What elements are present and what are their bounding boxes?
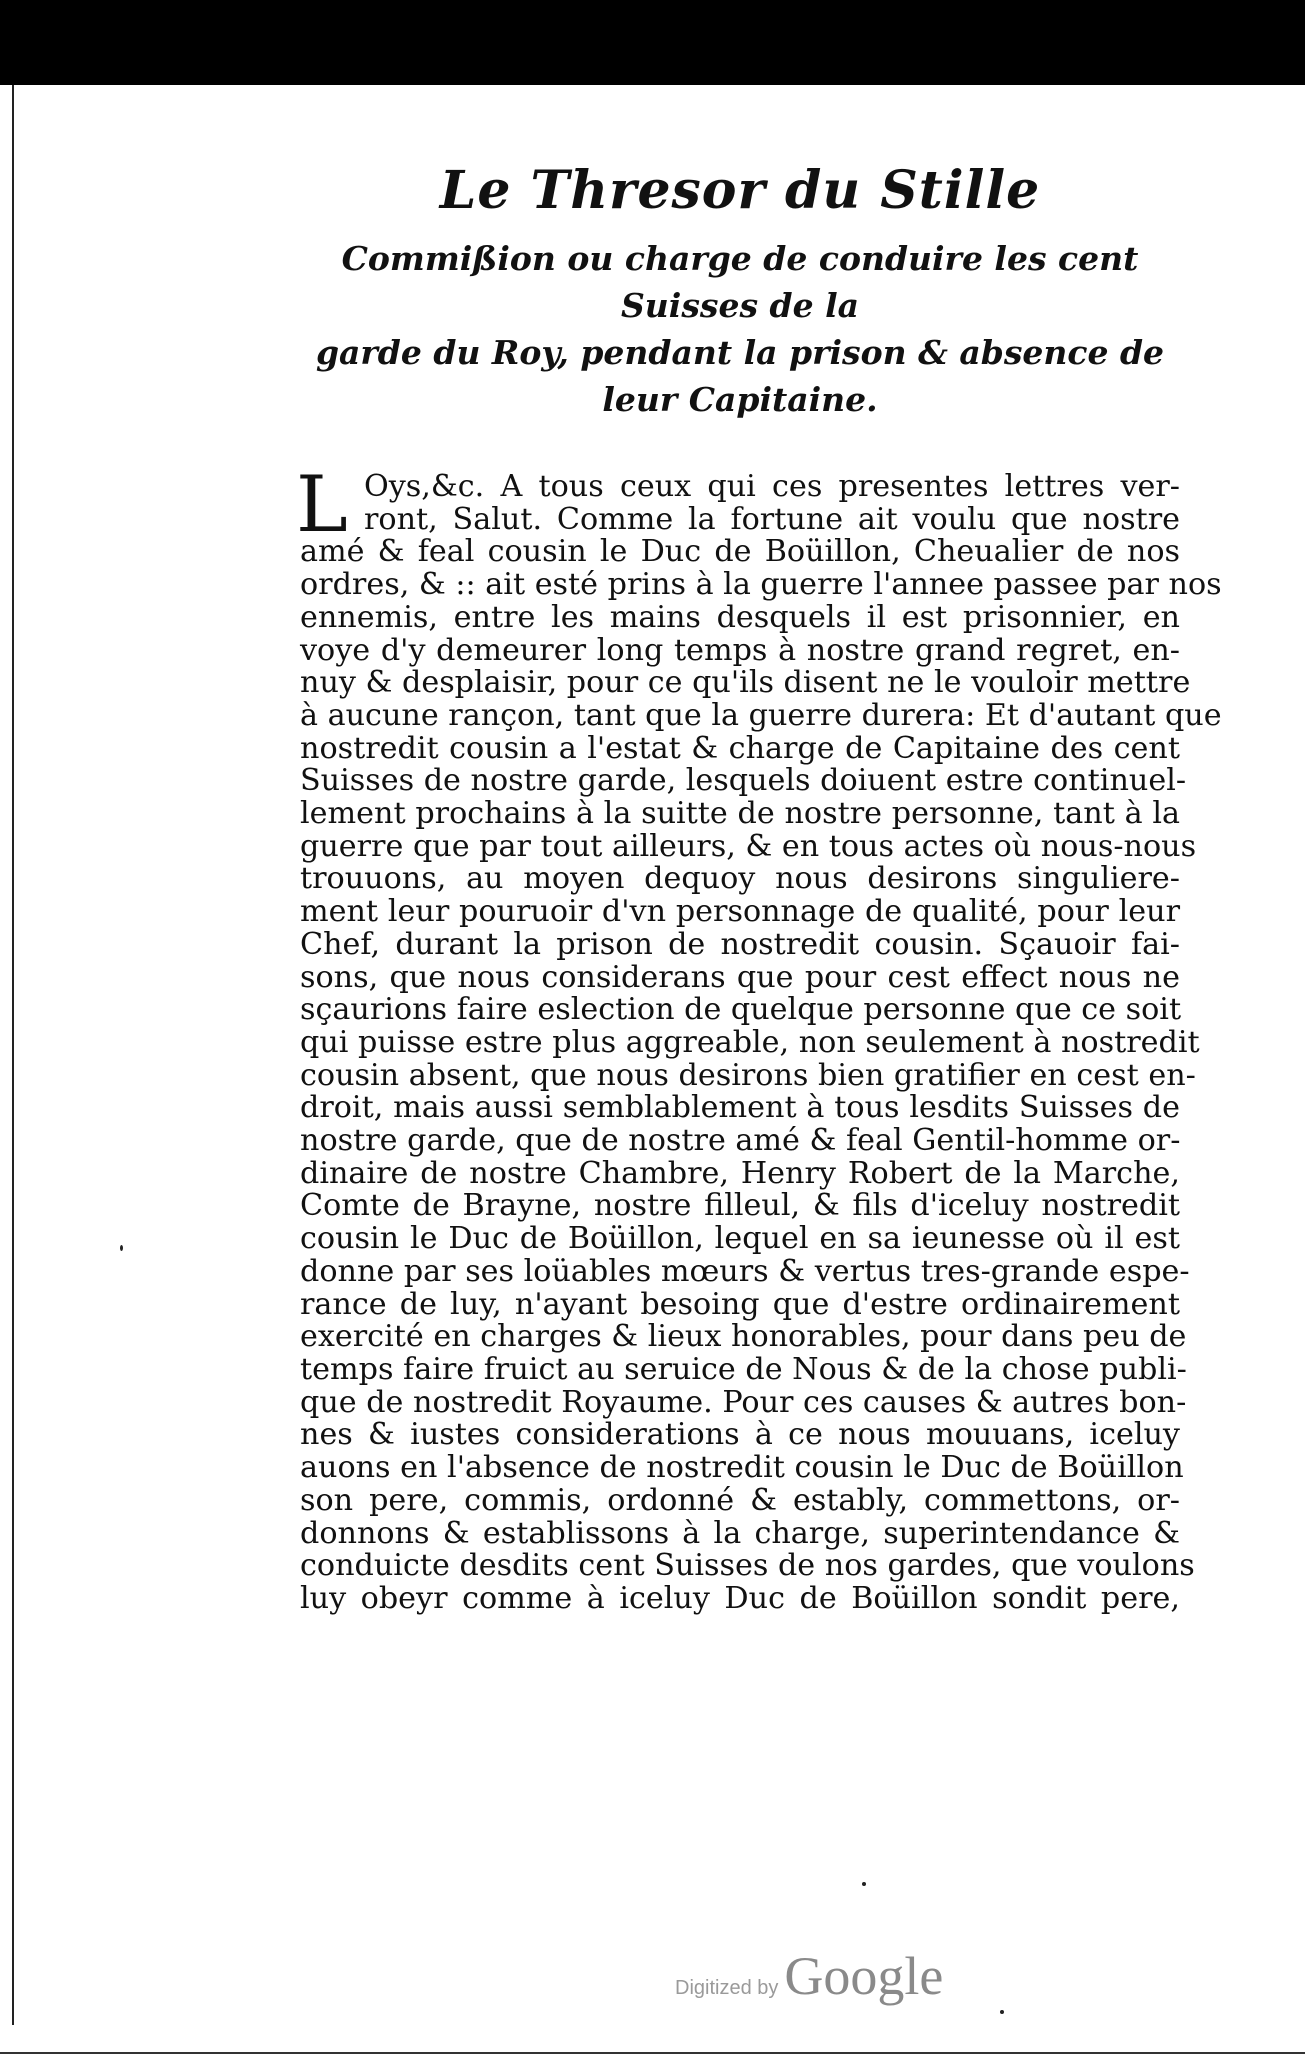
text-line: ordres, & :: ait esté prins à la guerre l'annee passee par nos: [300, 567, 1222, 603]
text-line: voye d'y demeurer long temps à nostre grand regret, en-: [300, 632, 1180, 668]
text-line: Suisses de nostre garde, lesquels doiuent estre continuel-: [300, 763, 1187, 799]
text-line: ennemis, entre les mains desquels il est prisonnier, en: [300, 599, 1180, 635]
text-line: que de nostredit Royaume. Pour ces causes & autres bon-: [300, 1384, 1187, 1420]
text-line: dinaire de nostre Chambre, Henry Robert de la Marche,: [300, 1155, 1180, 1191]
watermark-brand: Google: [784, 1946, 944, 2006]
text-line: amé & feal cousin le Duc de Boüillon, Cheualier de nos: [300, 534, 1180, 570]
title-line: leur Capitaine.: [602, 380, 878, 419]
text-line: Chef, durant la prison de nostredit cousin. Sçauoir fai-: [300, 926, 1180, 962]
text-line: auons en l'absence de nostredit cousin le Duc de Boüillon: [300, 1450, 1184, 1486]
document-title: [300, 235, 1180, 423]
text-line: Comte de Brayne, nostre filleul, & fils d'iceluy nostredit: [300, 1188, 1180, 1224]
text-line: donnons & establissons à la charge, superintendance &: [300, 1515, 1180, 1551]
page-left-edge: [12, 85, 14, 2025]
text-line: cousin absent, que nous desirons bien gratifier en cest en-: [300, 1057, 1196, 1093]
watermark-prefix: Digitized by: [675, 1977, 779, 1999]
text-line: guerre que par tout ailleurs, & en tous actes où nous-nous: [300, 828, 1197, 864]
text-line: donne par ses loüables mœurs & vertus tres-grande espe-: [300, 1253, 1190, 1289]
text-line: exercité en charges & lieux honorables, pour dans peu de: [300, 1319, 1187, 1355]
text-line: nostredit cousin a l'estat & charge de Capitaine des cent: [300, 730, 1180, 766]
ink-speck: [1000, 2010, 1004, 2014]
text-line: rance de luy, n'ayant besoing que d'estre ordinairement: [300, 1286, 1180, 1322]
text-line: trouuons, au moyen dequoy nous desirons singuliere-: [300, 861, 1180, 897]
ink-speck: [862, 1882, 866, 1886]
text-line: nes & iustes considerations à ce nous mouuans, iceluy: [300, 1417, 1180, 1453]
digitized-watermark: [675, 1945, 943, 2007]
text-line: lement prochains à la suitte de nostre personne, tant à la: [300, 796, 1180, 832]
text-line: son pere, commis, ordonné & estably, commettons, or-: [300, 1482, 1180, 1518]
text-line: sons, que nous considerans que pour cest effect nous ne: [300, 959, 1180, 995]
title-line: garde du Roy, pendant la prison & absence de: [315, 333, 1165, 372]
text-line: qui puisse estre plus aggreable, non seulement à nostredit: [300, 1024, 1200, 1060]
scan-bottom-edge: [0, 2052, 1305, 2054]
text-line: nuy & desplaisir, pour ce qu'ils disent ne le vouloir mettre: [300, 665, 1191, 701]
text-line: ront, Salut. Comme la fortune ait voulu que nostre: [364, 501, 1180, 537]
ink-speck: [120, 1245, 123, 1251]
text-line: cousin le Duc de Boüillon, lequel en sa ieunesse où il est: [300, 1221, 1180, 1257]
text-line: luy obeyr comme à iceluy Duc de Boüillon sondit pere,: [300, 1580, 1180, 1616]
text-line: conduicte desdits cent Suisses de nos gardes, que voulons: [300, 1548, 1195, 1584]
text-line: à aucune rançon, tant que la guerre durera: Et d'autant que: [300, 697, 1222, 733]
text-line: temps faire fruict au seruice de Nous & de la chose publi-: [300, 1351, 1187, 1387]
text-line: Oys,&c. A tous ceux qui ces presentes lettres ver-: [364, 469, 1180, 504]
text-line: ment leur pouruoir d'vn personnage de qualité, pour leur: [300, 894, 1180, 930]
text-line: sçaurions faire eslection de quelque personne que ce soit: [300, 992, 1182, 1028]
drop-cap: L: [296, 460, 348, 550]
running-head: Le Thresor du Stille: [439, 160, 1041, 221]
title-line: Commißion ou charge de conduire les cent Suisses de la: [341, 239, 1139, 325]
scan-top-border: [0, 0, 1305, 85]
text-line: nostre garde, que de nostre amé & feal Gentil-homme or-: [300, 1123, 1181, 1159]
book-page: [296, 160, 1222, 1616]
body-text: [296, 460, 1222, 1616]
text-line: droit, mais aussi semblablement à tous lesdits Suisses de: [300, 1090, 1180, 1126]
